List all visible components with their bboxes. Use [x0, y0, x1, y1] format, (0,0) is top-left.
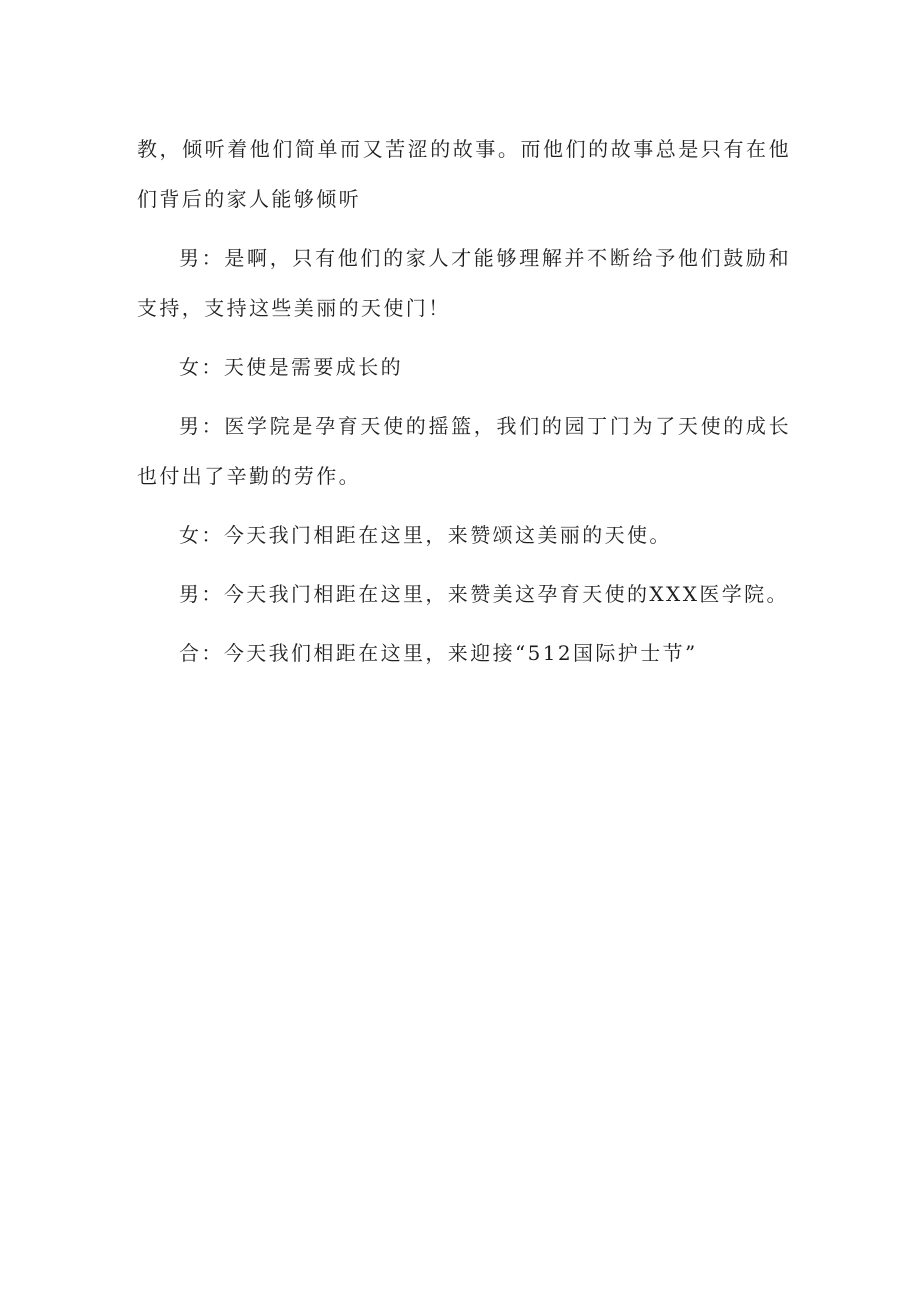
dialogue-line-female: [137, 342, 791, 392]
speaker-label: 男：: [179, 246, 225, 270]
dialogue-line-female: [137, 510, 791, 560]
dialogue-text: 今天我门相距在这里，来赞美这孕育天使的XXX医学院。: [223, 582, 789, 606]
dialogue-text: 今天我们相距在这里，来迎接“512国际护士节”: [223, 641, 698, 665]
dialogue-text: 天使是需要成长的: [223, 355, 404, 379]
speaker-label: 男：: [179, 582, 224, 606]
dialogue-text: 医学院是孕育天使的摇篮，我们的园丁门为了天使的成长也付出了辛勤的劳作。: [137, 414, 791, 488]
dialogue-line-male: [137, 401, 791, 501]
paragraph-text: 教，倾听着他们简单而又苦涩的故事。而他们的故事总是只有在他们背后的家人能够倾听: [137, 137, 791, 211]
dialogue-text: 今天我门相距在这里，来赞颂这美丽的天使。: [223, 523, 672, 547]
dialogue-line-together: [137, 628, 791, 678]
dialogue-line-male: [137, 233, 791, 333]
paragraph-continuation: [137, 124, 791, 224]
speaker-label: 合：: [179, 641, 224, 665]
speaker-label: 女：: [179, 523, 224, 547]
document-body: [137, 124, 791, 687]
speaker-label: 女：: [179, 355, 224, 379]
speaker-label: 男：: [179, 414, 225, 438]
dialogue-line-male: [137, 569, 791, 619]
dialogue-text: 是啊，只有他们的家人才能够理解并不断给予他们鼓励和支持，支持这些美丽的天使门！: [137, 246, 791, 320]
